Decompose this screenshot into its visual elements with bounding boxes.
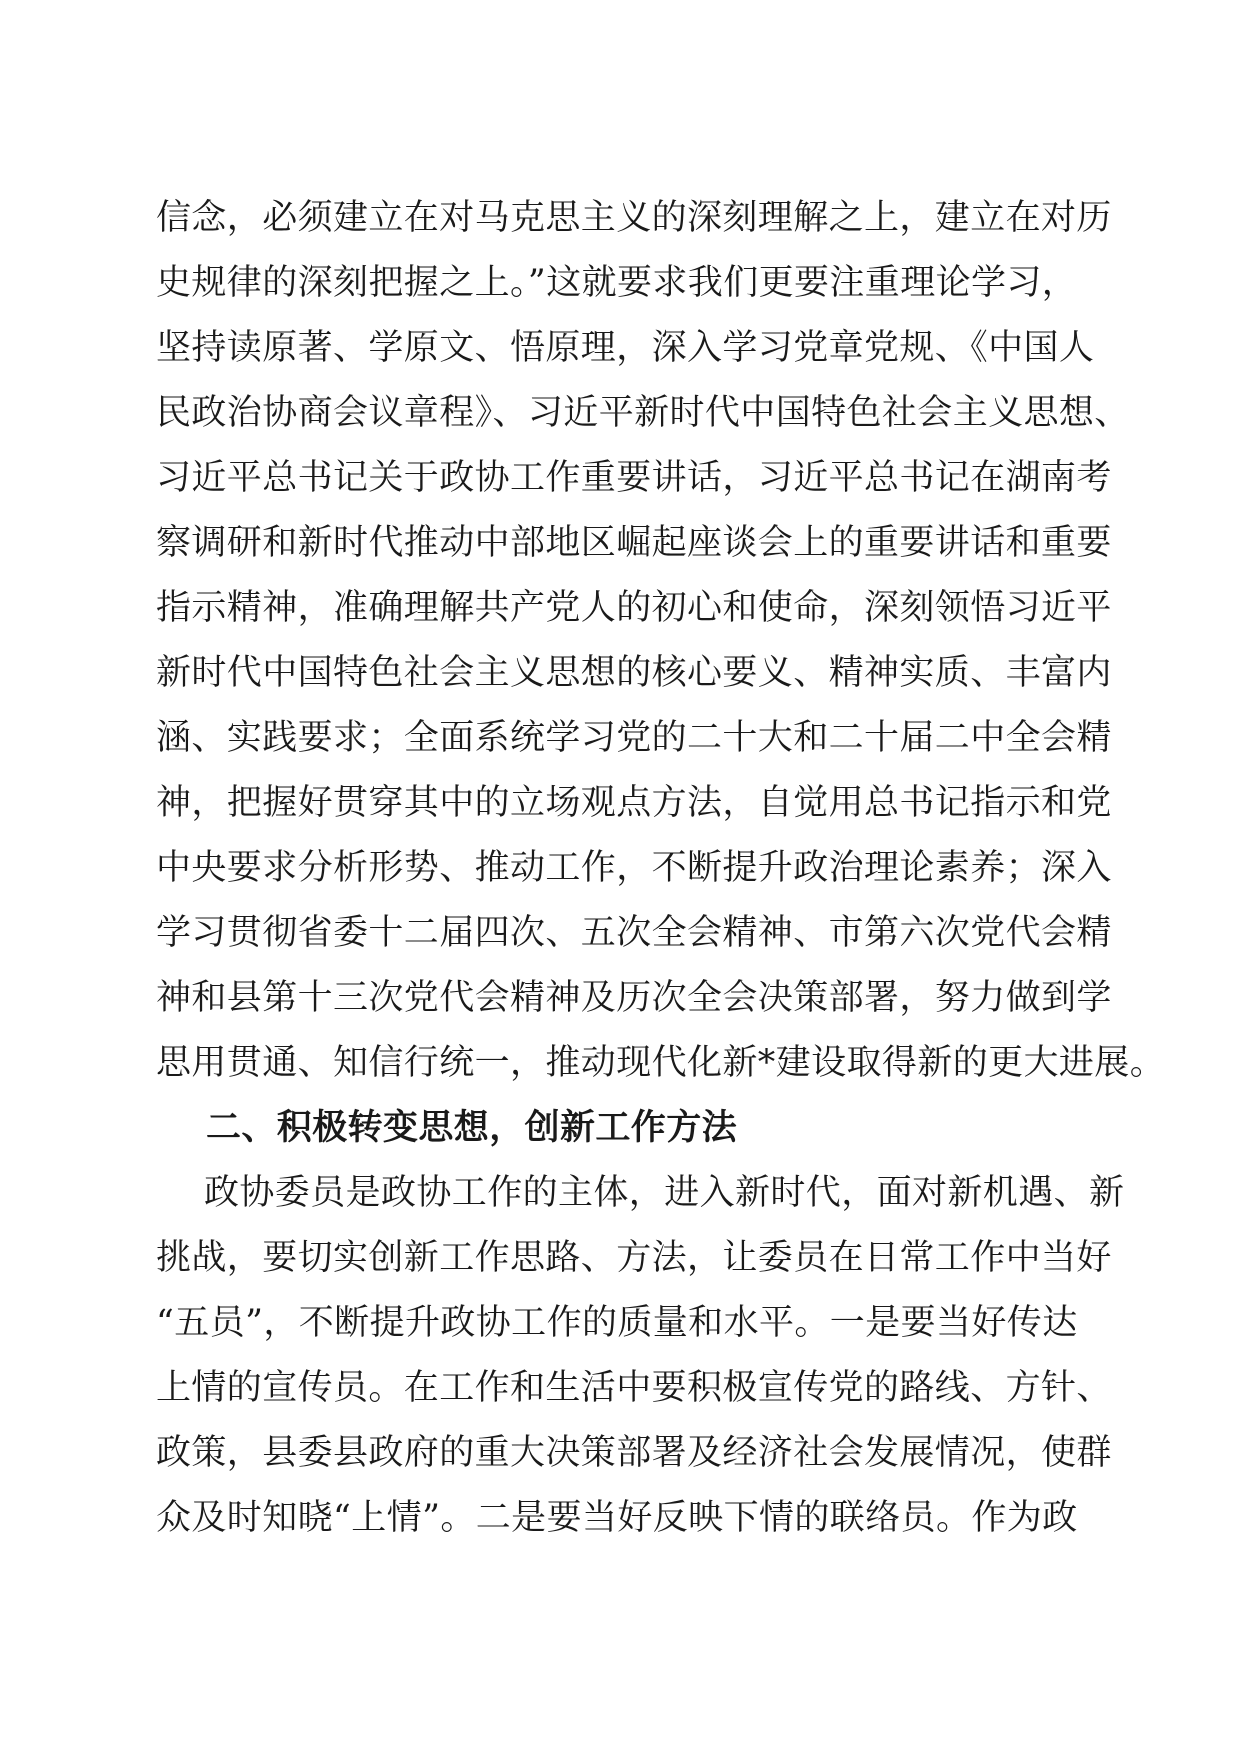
text-line: 神和县第十三次党代会精神及历次全会决策部署，努力做到学 [156,978,1112,1018]
text-line: 学习贯彻省委十二届四次、五次全会精神、市第六次党代会精 [156,913,1112,953]
text-line: 新时代中国特色社会主义思想的核心要义、精神实质、丰富内 [156,653,1112,693]
section-heading: 二、积极转变思想，创新工作方法 [206,1108,738,1148]
text-line: 信念，必须建立在对马克思主义的深刻理解之上，建立在对历 [156,198,1112,238]
document-body [156,186,1166,1551]
text-line: 坚持读原著、学原文、悟原理，深入学习党章党规、《中国人 [156,328,1095,368]
text-line: 涵、实践要求；全面系统学习党的二十大和二十届二中全会精 [156,718,1112,758]
text-line: 上情的宣传员。在工作和生活中要积极宣传党的路线、方针、 [156,1368,1112,1408]
text-line: 挑战，要切实创新工作思路、方法，让委员在日常工作中当好 [156,1238,1112,1278]
text-line: 中央要求分析形势、推动工作，不断提升政治理论素养；深入 [156,848,1112,888]
text-line: “五员”，不断提升政协工作的质量和水平。一是要当好传达 [156,1303,1078,1343]
text-line: 指示精神，准确理解共产党人的初心和使命，深刻领悟习近平 [156,588,1112,628]
continued-paragraph [156,186,1166,1096]
text-line: 神，把握好贯穿其中的立场观点方法，自觉用总书记指示和党 [156,783,1112,823]
text-line: 政协委员是政协工作的主体，进入新时代，面对新机遇、新 [204,1173,1125,1213]
text-line: 思用贯通、知信行统一，推动现代化新*建设取得新的更大进展。 [156,1043,1166,1083]
text-line: 民政治协商会议章程》、习近平新时代中国特色社会主义思想、 [156,393,1130,433]
section-paragraph [156,1161,1125,1551]
text-line: 政策，县委县政府的重大决策部署及经济社会发展情况，使群 [156,1433,1112,1473]
text-line: 察调研和新时代推动中部地区崛起座谈会上的重要讲话和重要 [156,523,1112,563]
text-line: 众及时知晓“上情”。二是要当好反映下情的联络员。作为政 [156,1498,1078,1538]
text-line: 史规律的深刻把握之上。”这就要求我们更要注重理论学习， [156,263,1078,303]
text-line: 习近平总书记关于政协工作重要讲话，习近平总书记在湖南考 [156,458,1112,498]
